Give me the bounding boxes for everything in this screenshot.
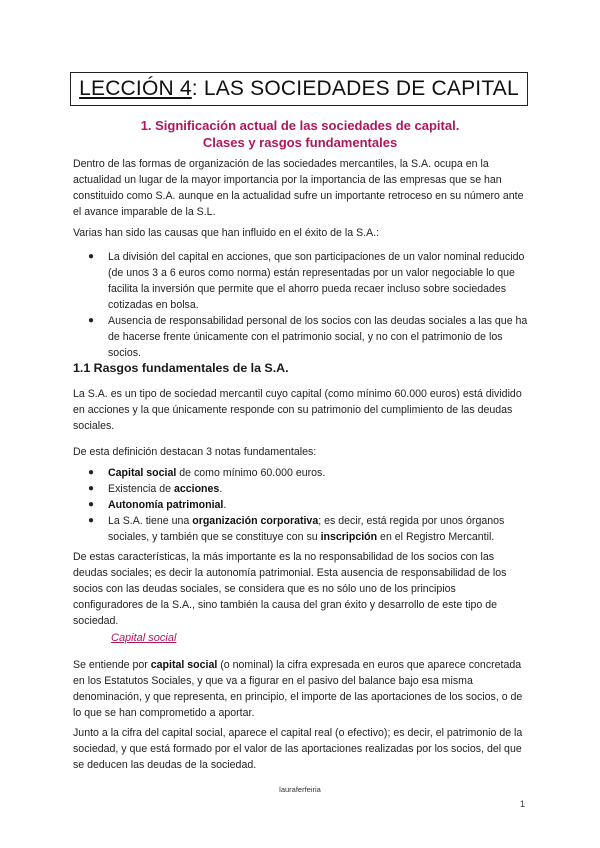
bullet-icon: ● [88,315,95,326]
section-1-heading: 1. Significación actual de las sociedades de capital. Clases y rasgos fundamentales [140,118,460,150]
section-1-1-heading: 1.1 Rasgos fundamentales de la S.A. [73,361,289,375]
bullet-icon: ● [88,499,95,510]
bullet-icon: ● [88,483,95,494]
list-item: ● La división del capital en acciones, que son participaciones de un valor nominal reducido (de unos 3 a 6 euros como norma) están representadas por un valor negociable lo que facilita la inversión que permite que el ahorro pueda recaer incluso sobre sociedades cotizadas en bolsa. [88,251,525,311]
list-item: ● Ausencia de responsabilidad personal de los socios con las deudas sociales a las que ha de hacerse frente únicamente con el patrimonio social, y no con el patrimonio de los socios. [88,315,528,359]
lesson-title-prefix: LECCIÓN 4 [79,77,192,100]
paragraph-capital-real: Junto a la cifra del capital social, aparece el capital real (o efectivo); es decir, el patrimonio de la sociedad, y que está formado por el valor de las aportaciones realizadas por los socios, del que se deducen las deudas de la sociedad. [73,727,523,771]
list-item: ● Existencia de acciones. [88,483,223,495]
page-number: 1 [520,799,526,809]
paragraph-notes-intro: De esta definición destacan 3 notas fundamentales: [73,446,317,458]
paragraph-causes: Varias han sido las causas que han influido en el éxito de la S.A.: [73,227,380,239]
footer-author: lauraferfeiria [279,785,321,794]
list-item: ● Autonomía patrimonial. [88,499,227,511]
lesson-title-rest: : LAS SOCIEDADES DE CAPITAL [191,77,519,100]
list-item: ● La S.A. tiene una organización corporativa; es decir, está regida por unos órganos sociales, y también que se constituye con su inscripción en el Registro Mercantil. [88,515,505,543]
subheading-capital-social: Capital social [111,632,177,644]
bullet-icon: ● [88,515,95,526]
paragraph-definition: La S.A. es un tipo de sociedad mercantil cuyo capital (como mínimo 60.000 euros) está dividido en acciones y la que únicamente responde con su patrimonio del cumplimiento de las deudas sociales. [73,388,522,432]
causes-list [73,249,528,361]
bullet-icon: ● [88,251,95,262]
list-item: ● Capital social de como mínimo 60.000 euros. [88,467,326,479]
paragraph-intro: Dentro de las formas de organización de las sociedades mercantiles, la S.A. ocupa en la actualidad un lugar de la mayor importancia por la importancia de las empresas que se han constituido como S.A. aunque en la actualidad sufre un importante retroceso en su número ante el avance imparable de la S.L. [73,158,524,218]
bullet-icon: ● [88,467,95,478]
lesson-title [70,72,528,106]
features-list [73,465,528,545]
paragraph-autonomy: De estas características, la más importante es la no responsabilidad de los socios con las deudas sociales; es decir la autonomía patrimonial. Esta ausencia de responsabilidad de los socios con las deudas sociales, se considera que es no sólo uno de los principios configuradores de la S.A., sino también la causa del gran éxito y desarrollo de este tipo de sociedad. [73,551,507,627]
paragraph-capital-social: Se entiende por capital social (o nominal) la cifra expresada en euros que aparece concretada en los Estatutos Sociales, y que va a figurar en el pasivo del balance bajo esa misma denominación, y que representa, en principio, el importe de las aportaciones de los socios, o de lo que se han comprometido a aportar. [73,659,523,719]
